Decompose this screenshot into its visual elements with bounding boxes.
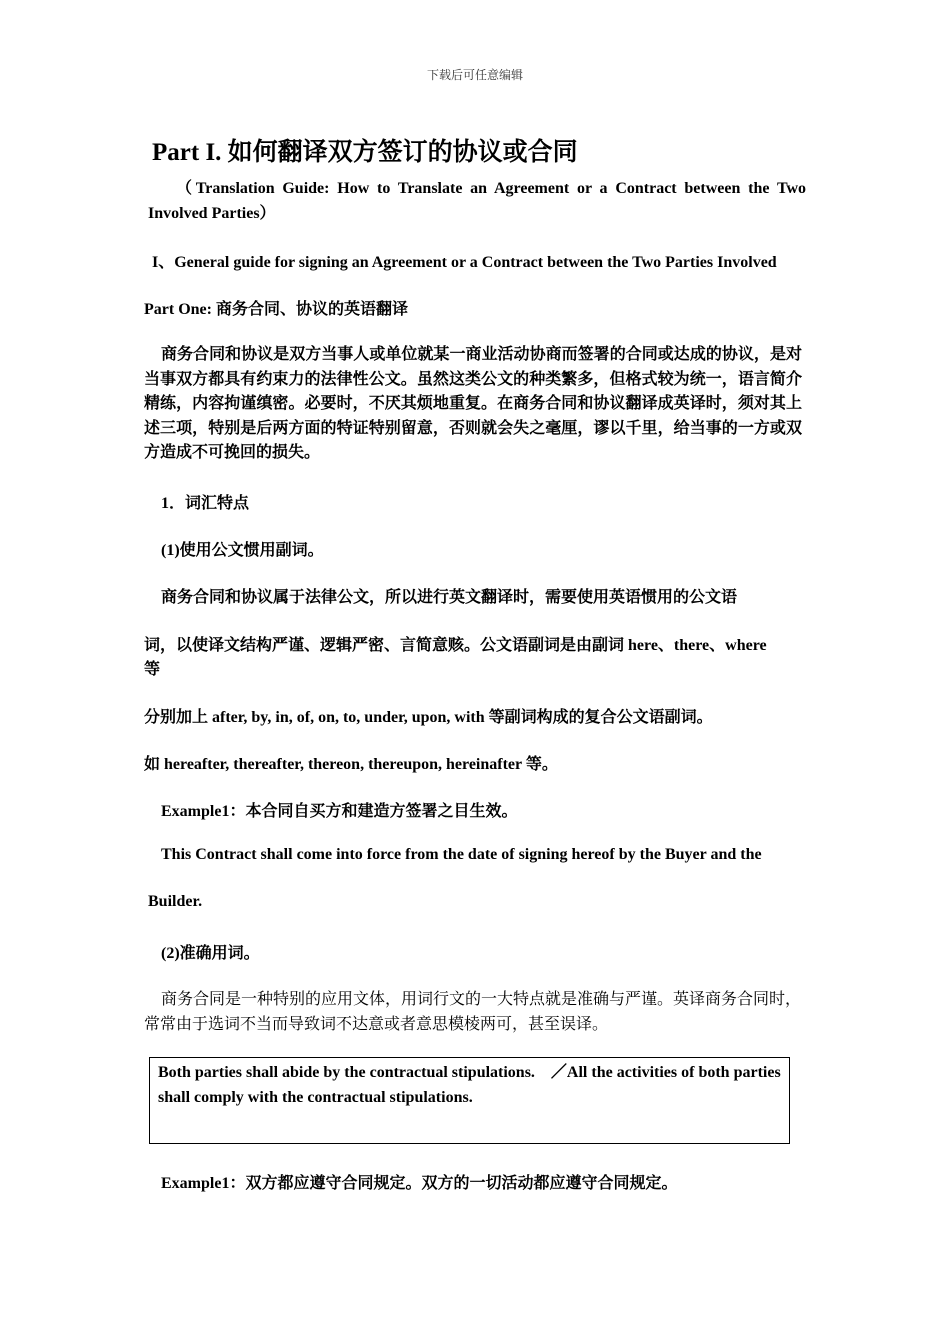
intro-paragraph: 商务合同和协议是双方当事人或单位就某一商业活动协商而签署的合同或达成的协议，是对当事双方都具有约束力的法律性公文。虽然这类公文的种类繁多，但格式较为统一，语言简介精练，内容拘谨缜密。必要时，不厌其烦地重复。在商务合同和协议翻译成英译时，须对其上述三项，特别是后两方面的特证特别留意，否则就会失之毫厘，谬以千里，给当事的一方或双方造成不可挽回的损失。 bbox=[144, 346, 802, 461]
body-line: 如 hereafter, thereafter, thereon, thereupon, hereinafter 等。 bbox=[144, 756, 558, 773]
section-heading: I、General guide for signing an Agreement or a Contract between the Two Parties Involved bbox=[152, 254, 777, 271]
accuracy-paragraph: 商务合同是一种特别的应用文体，用词行文的一大特点就是准确与严谨。英译商务合同时，常常由于选词不当而导致词不达意或者意思模棱两可，甚至误译。 bbox=[144, 991, 802, 1033]
body-line: 分别加上 after, by, in, of, on, to, under, upon, with 等副词构成的复合公文语副词。 bbox=[144, 709, 713, 726]
example-box-text: Both parties shall abide by the contractual stipulations. ／All the activities of both parties shall comply with the contractual stipulations. bbox=[158, 1064, 781, 1106]
example-english: This Contract shall come into force from the date of signing hereof by the Buyer and the bbox=[161, 846, 762, 863]
example-chinese: Example1：本合同自买方和建造方签署之目生效。 bbox=[161, 803, 518, 820]
document-subtitle: （Translation Guide: How to Translate an Agreement or a Contract between the Two Involved Parties） bbox=[148, 180, 806, 222]
page-header-note: 下载后可任意编辑 bbox=[426, 68, 523, 82]
example-text-box bbox=[149, 1057, 790, 1144]
sub-heading-accuracy: (2)准确用词。 bbox=[161, 945, 260, 962]
part-one-heading: Part One: 商务合同、协议的英语翻译 bbox=[144, 301, 408, 318]
body-line: 商务合同和协议属于法律公文，所以进行英文翻译时，需要使用英语惯用的公文语 bbox=[161, 589, 738, 606]
example-english-continued: Builder. bbox=[148, 893, 203, 910]
body-line: 词，以使译文结构严谨、逻辑严密、言简意赅。公文语副词是由副词 here、there、where bbox=[144, 637, 767, 654]
body-line: 等 bbox=[144, 661, 161, 678]
sub-heading-adverbs: (1)使用公文惯用副词。 bbox=[161, 542, 324, 559]
example-chinese-2: Example1：双方都应遵守合同规定。双方的一切活动都应遵守合同规定。 bbox=[161, 1175, 678, 1192]
point-heading-vocabulary: 1．词汇特点 bbox=[161, 495, 250, 512]
document-title: Part I. 如何翻译双方签订的协议或合同 bbox=[152, 139, 578, 166]
